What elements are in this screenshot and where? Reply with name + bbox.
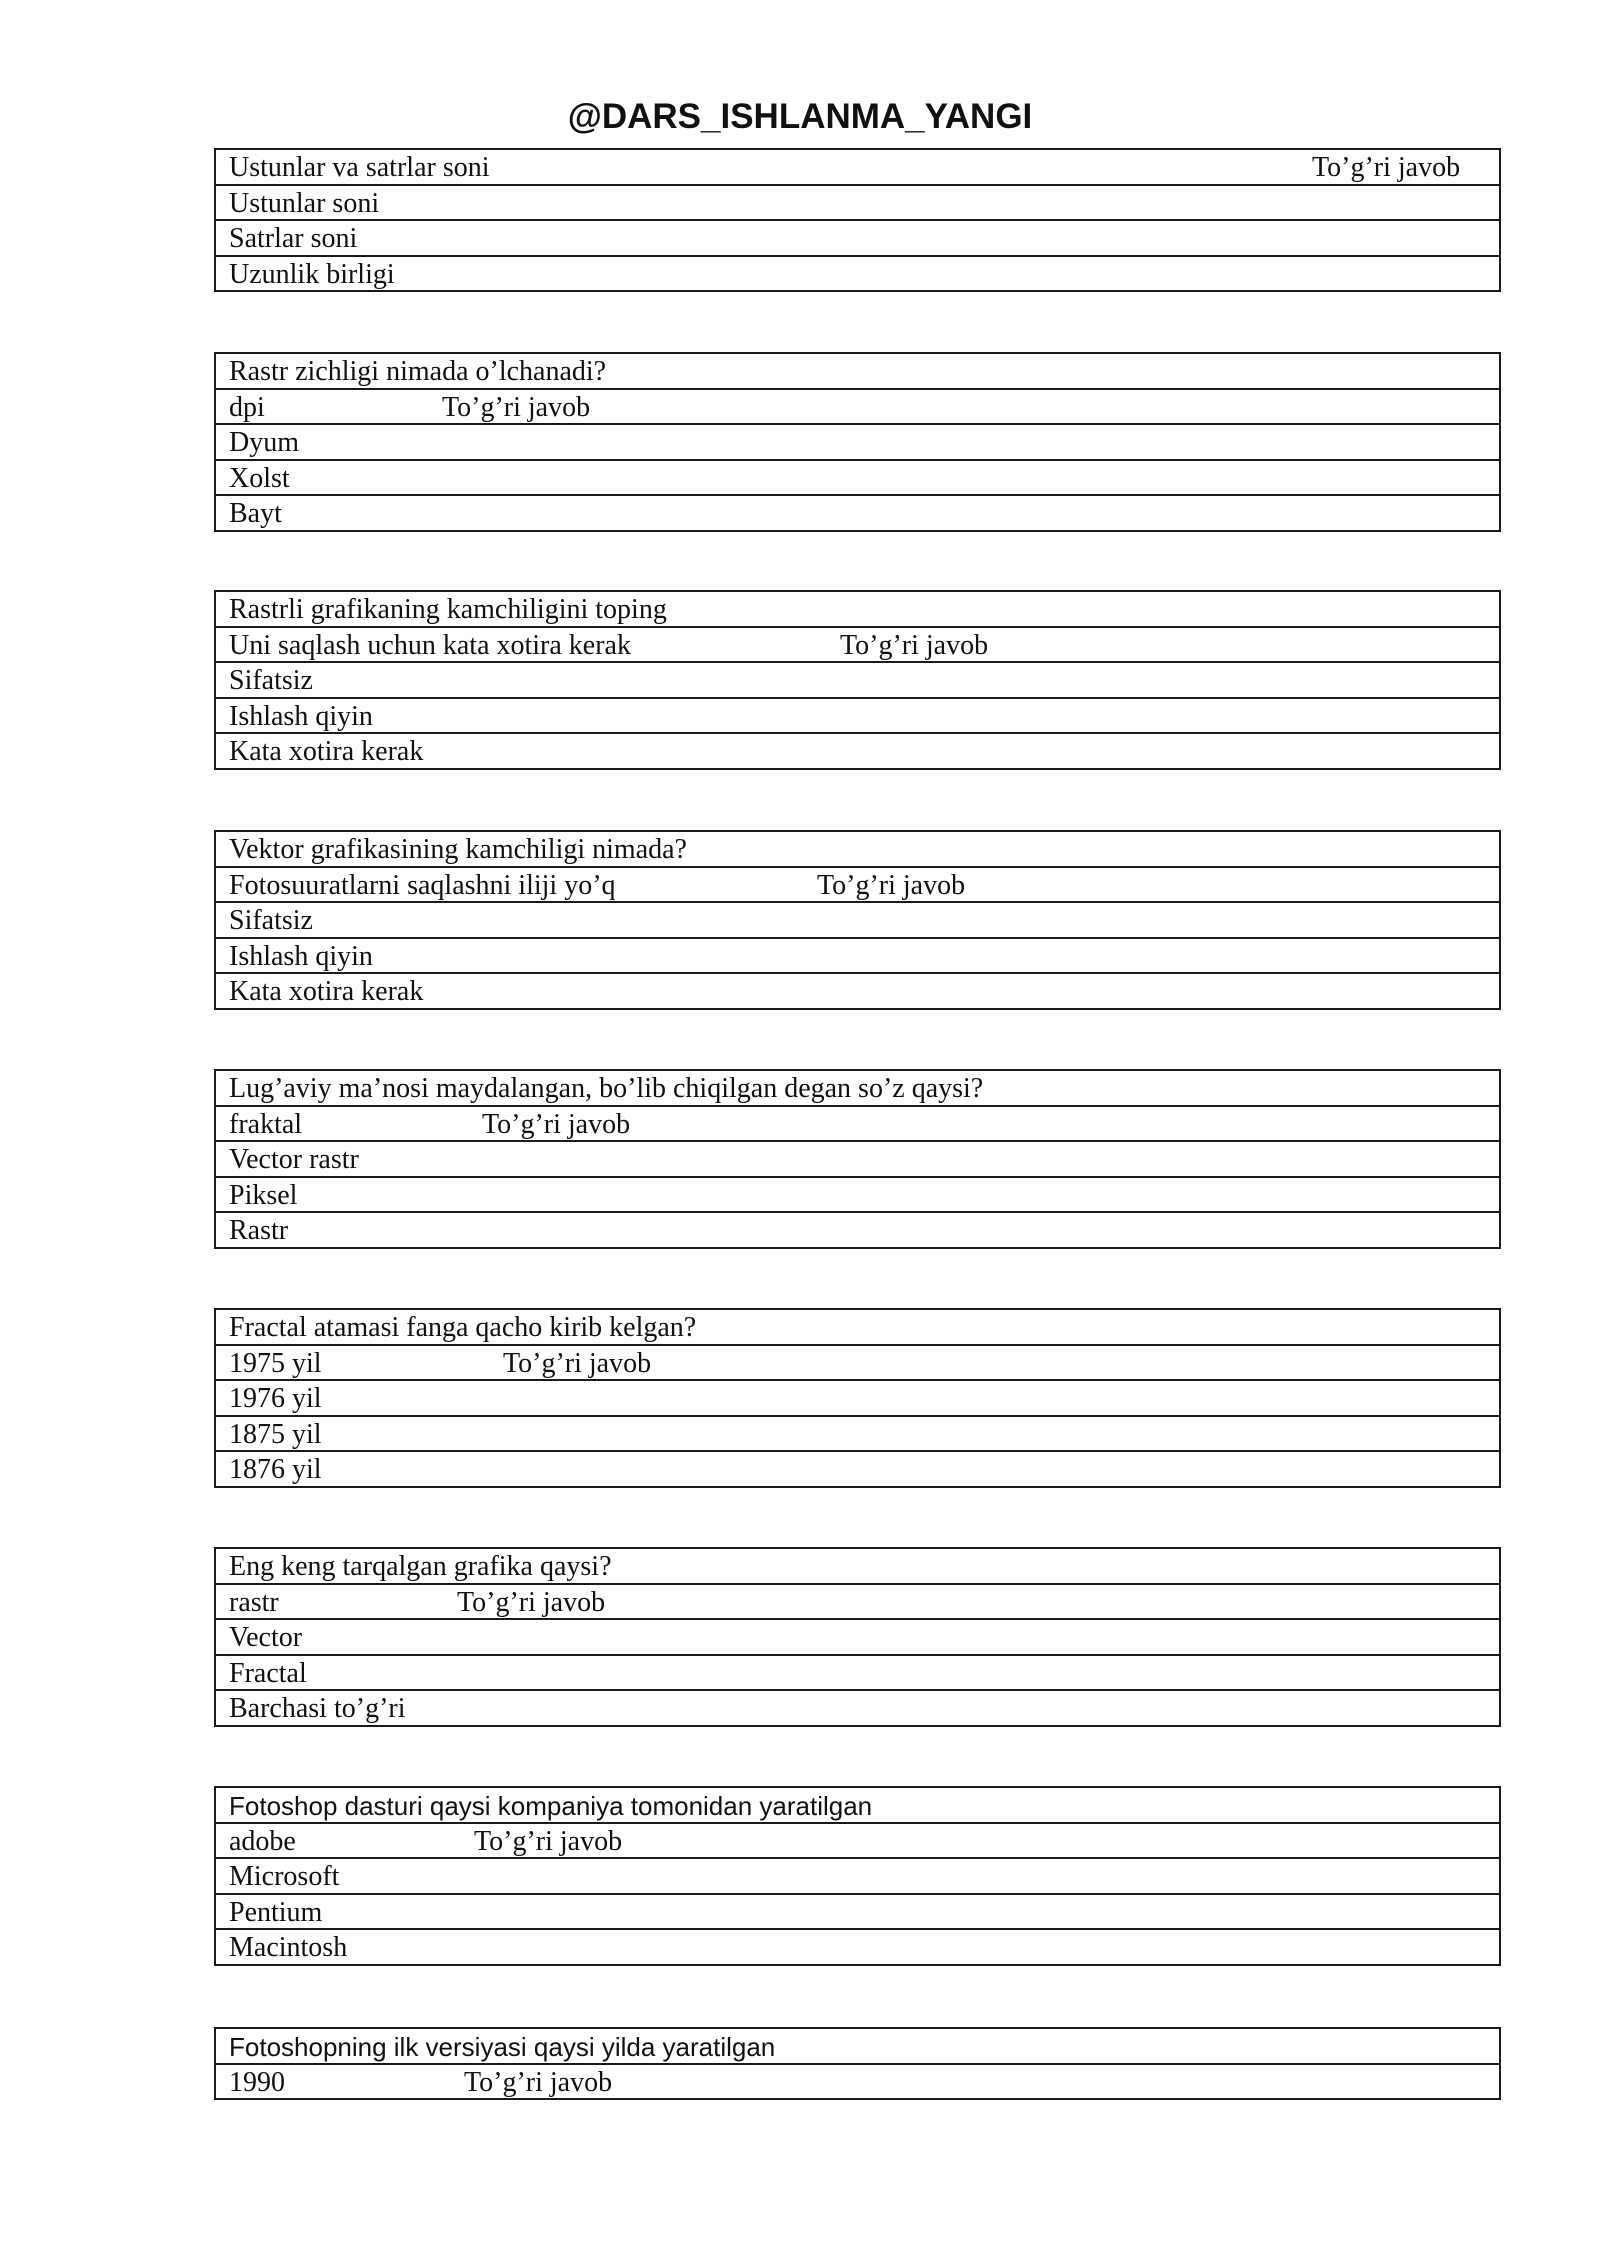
option-text: Microsoft [229, 1861, 340, 1892]
correct-answer-label: To’g’ri javob [474, 1825, 623, 1857]
option-row [216, 1417, 1499, 1453]
option-text: Dyum [229, 427, 299, 458]
question-row [216, 832, 1499, 868]
option-row [216, 974, 1499, 1010]
question-text: Ustunlar va satrlar soni [229, 152, 490, 183]
correct-answer-label: To’g’ri javob [442, 391, 591, 423]
option-row-correct [216, 1346, 1499, 1382]
option-row [216, 1213, 1499, 1249]
question-row [216, 2029, 1499, 2065]
question-text: Fotoshop dasturi qaysi kompaniya tomonidan yaratilgan [229, 1791, 873, 1821]
option-row [216, 939, 1499, 975]
option-row [216, 699, 1499, 735]
correct-answer-label: To’g’ri javob [503, 1347, 652, 1379]
option-text: Ishlash qiyin [229, 700, 373, 732]
question-row [216, 592, 1499, 628]
option-row [216, 257, 1499, 293]
correct-answer-label: To’g’ri javob [817, 869, 966, 901]
question-row [216, 150, 1499, 186]
watermark-title: @DARS_ISHLANMA_YANGI [567, 97, 1033, 136]
question-block-3 [214, 590, 1501, 770]
option-row-correct [216, 868, 1499, 904]
question-text: Lug’aviy ma’nosi maydalangan, bo’lib chiqilgan degan so’z qaysi? [229, 1073, 984, 1104]
option-text: Ishlash qiyin [229, 940, 373, 972]
question-block-4 [214, 830, 1501, 1010]
option-text: fraktal [229, 1108, 303, 1140]
option-row [216, 425, 1499, 461]
option-row [216, 186, 1499, 222]
option-text: Piksel [229, 1179, 298, 1211]
option-text: Macintosh [229, 1932, 348, 1963]
option-text: 1976 yil [229, 1383, 322, 1414]
question-text: Fractal atamasi fanga qacho kirib kelgan? [229, 1312, 697, 1343]
option-text: Uni saqlash uchun kata xotira kerak [229, 629, 631, 661]
question-row [216, 1549, 1499, 1585]
option-text: Fractal [229, 1657, 307, 1689]
option-text: 1990 [229, 2066, 285, 2098]
option-row [216, 1895, 1499, 1931]
option-row [216, 1142, 1499, 1178]
question-block-9 [214, 2027, 1501, 2100]
option-row [216, 903, 1499, 939]
option-text: Vector [229, 1622, 303, 1653]
option-row [216, 1381, 1499, 1417]
option-row [216, 663, 1499, 699]
option-row [216, 461, 1499, 497]
correct-answer-label: To’g’ri javob [840, 629, 989, 661]
option-text: 1875 yil [229, 1418, 322, 1450]
option-row [216, 1930, 1499, 1966]
option-text: dpi [229, 391, 265, 423]
option-row-correct [216, 390, 1499, 426]
question-text: Fotoshopning ilk versiyasi qaysi yilda yaratilgan [229, 2032, 776, 2062]
option-row [216, 1452, 1499, 1488]
correct-answer-label: To’g’ri javob [457, 1586, 606, 1618]
option-text: Pentium [229, 1896, 323, 1928]
option-row-correct [216, 1585, 1499, 1621]
option-text: Kata xotira kerak [229, 736, 424, 767]
option-text: Satrlar soni [229, 223, 358, 254]
option-text: Uzunlik birligi [229, 258, 395, 290]
option-text: Kata xotira kerak [229, 976, 424, 1007]
option-row [216, 1691, 1499, 1727]
option-text: 1876 yil [229, 1454, 322, 1485]
option-row [216, 734, 1499, 770]
correct-answer-label: To’g’ri javob [482, 1108, 631, 1140]
option-row [216, 1178, 1499, 1214]
option-row-correct [216, 628, 1499, 664]
option-row [216, 1859, 1499, 1895]
option-text: Vector rastr [229, 1144, 359, 1175]
correct-answer-label: To’g’ri javob [464, 2066, 613, 2098]
question-block-7 [214, 1547, 1501, 1727]
question-row [216, 1071, 1499, 1107]
option-text: Sifatsiz [229, 905, 313, 936]
option-text: Rastr [229, 1215, 289, 1246]
question-block-2 [214, 352, 1501, 532]
question-row [216, 1310, 1499, 1346]
option-text: Ustunlar soni [229, 187, 380, 219]
option-text: Bayt [229, 498, 282, 529]
option-text: rastr [229, 1586, 279, 1618]
option-text: Xolst [229, 462, 290, 494]
question-block-6 [214, 1308, 1501, 1488]
question-row [216, 1788, 1499, 1824]
question-block-1 [214, 148, 1501, 292]
question-text: Eng keng tarqalgan grafika qaysi? [229, 1551, 612, 1582]
option-row-correct [216, 1107, 1499, 1143]
question-text: Rastr zichligi nimada o’lchanadi? [229, 356, 607, 387]
option-text: adobe [229, 1825, 296, 1857]
option-text: Barchasi to’g’ri [229, 1693, 406, 1724]
question-text: Vektor grafikasining kamchiligi nimada? [229, 834, 687, 865]
option-text: Fotosuuratlarni saqlashni iliji yo’q [229, 869, 616, 901]
option-text: Sifatsiz [229, 665, 313, 696]
option-row-correct [216, 2065, 1499, 2101]
option-row [216, 496, 1499, 532]
option-row [216, 1620, 1499, 1656]
question-text: Rastrli grafikaning kamchiligini toping [229, 594, 667, 625]
option-row [216, 221, 1499, 257]
correct-answer-label: To’g’ri javob [1312, 152, 1461, 183]
question-block-8 [214, 1786, 1501, 1966]
option-text: 1975 yil [229, 1347, 322, 1379]
option-row [216, 1656, 1499, 1692]
option-row-correct [216, 1824, 1499, 1860]
question-row [216, 354, 1499, 390]
question-block-5 [214, 1069, 1501, 1249]
